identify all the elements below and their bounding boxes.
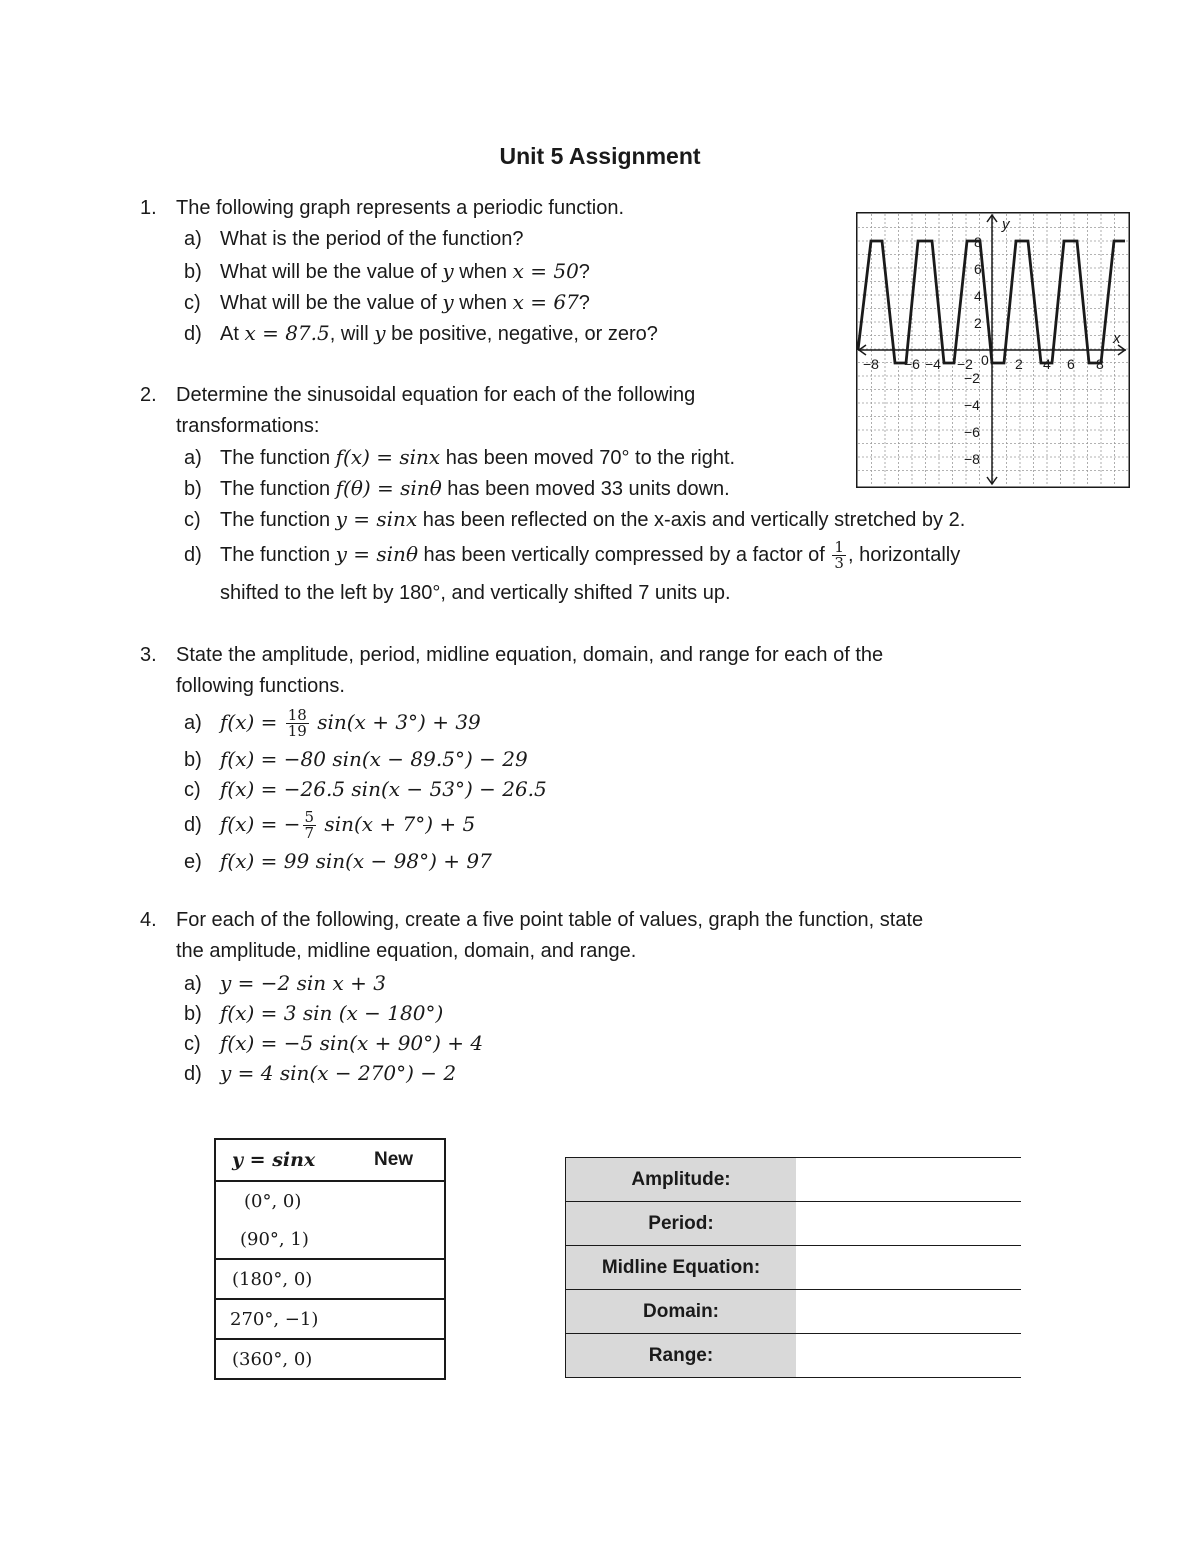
question-text: Determine the sinusoidal equation for each of the following <box>176 384 696 406</box>
item-text: , horizontally <box>847 543 961 566</box>
math-equation: f(x) = sinx <box>335 445 441 469</box>
item-letter: a) <box>184 228 202 250</box>
question-2c <box>184 506 965 533</box>
question-3e <box>184 848 492 875</box>
question-2d-line2: shifted to the left by 180°, and vertically shifted 7 units up. <box>220 582 731 604</box>
question-2b <box>184 475 730 502</box>
math-variable: y <box>374 321 386 345</box>
x-tick-label: −6 <box>904 356 920 372</box>
table-cell: (0°, 0) <box>215 1181 445 1220</box>
question-4d <box>184 1060 456 1087</box>
table-cell: (180°, 0) <box>215 1259 445 1299</box>
item-text: What is the period of the function? <box>220 228 524 250</box>
page-title: Unit 5 Assignment <box>499 143 701 169</box>
x-tick-label: 0 <box>981 352 989 368</box>
item-text: , will <box>329 323 375 345</box>
table-cell: (90°, 1) <box>215 1220 445 1259</box>
table-cell: 270°, −1) <box>215 1299 445 1339</box>
item-text: What will be the value of <box>220 261 443 283</box>
properties-table <box>565 1157 1021 1378</box>
item-letter: b) <box>184 261 202 283</box>
x-axis-label: x <box>1113 330 1121 347</box>
math-equation: y = 4 sin(x − 270°) − 2 <box>220 1061 457 1085</box>
question-4a <box>184 970 386 997</box>
item-text: The function <box>220 509 336 531</box>
item-letter: b) <box>184 1003 202 1025</box>
item-letter: c) <box>184 509 201 531</box>
item-text: ? <box>578 292 590 314</box>
item-text: has been moved 70° to the right. <box>440 447 736 469</box>
table-row <box>215 1299 445 1339</box>
question-2-text-line2: transformations: <box>176 415 320 437</box>
y-tick-label: −6 <box>964 424 980 440</box>
table-row <box>215 1220 445 1259</box>
table-row <box>215 1339 445 1379</box>
item-letter: c) <box>184 779 201 801</box>
domain-answer-field[interactable] <box>796 1290 1021 1334</box>
math-equation: f(x) = 99 sin(x − 98°) + 97 <box>220 849 492 873</box>
item-text: has been reflected on the x-axis and vertically stretched by 2. <box>417 509 966 531</box>
y-tick-label: −4 <box>964 397 980 413</box>
y-tick-label: 8 <box>974 234 982 250</box>
math-equation: x = 50 <box>512 259 579 283</box>
question-number: 3. <box>140 644 157 666</box>
math-equation: f(x) = −5 sin(x + 90°) + 4 <box>220 1031 484 1055</box>
question-4-text-line2: the amplitude, midline equation, domain, and range. <box>176 940 637 962</box>
item-text: ? <box>578 261 590 283</box>
question-2d <box>184 540 960 571</box>
question-1 <box>140 195 624 221</box>
math-equation: x = 67 <box>512 290 579 314</box>
x-tick-label: −2 <box>957 356 973 372</box>
table-header-row <box>215 1139 445 1181</box>
table-row <box>566 1290 1022 1334</box>
item-letter: a) <box>184 447 202 469</box>
period-label: Period: <box>566 1202 797 1246</box>
question-3b <box>184 746 528 773</box>
x-tick-label: −8 <box>863 356 879 372</box>
x-tick-label: 2 <box>1015 356 1023 372</box>
item-letter: b) <box>184 478 202 500</box>
item-text: The function <box>220 447 336 469</box>
math-equation: f(x) = − <box>220 811 301 836</box>
fraction: $\frac{1}{3}$ <box>834 538 844 572</box>
range-answer-field[interactable] <box>796 1334 1021 1378</box>
math-equation: y = sinθ <box>335 541 418 566</box>
question-text: State the amplitude, period, midline equation, domain, and range for each of the <box>176 644 884 666</box>
period-answer-field[interactable] <box>796 1202 1021 1246</box>
item-letter: c) <box>184 292 201 314</box>
item-text: The function <box>220 478 336 500</box>
question-4c <box>184 1030 483 1057</box>
range-label: Range: <box>566 1334 797 1378</box>
question-4 <box>140 907 923 933</box>
table-row <box>566 1202 1022 1246</box>
table-row <box>566 1334 1022 1378</box>
item-letter: a) <box>184 973 202 995</box>
math-equation: sin(x + 7°) + 5 <box>318 811 476 836</box>
table-row <box>566 1158 1022 1202</box>
y-tick-label: 2 <box>974 315 982 331</box>
item-text: What will be the value of <box>220 292 443 314</box>
question-1a <box>184 226 524 252</box>
fraction: $\frac{5}{7}$ <box>304 808 315 842</box>
item-text: when <box>453 292 513 314</box>
question-number: 4. <box>140 909 157 931</box>
table-row <box>566 1246 1022 1290</box>
question-3d <box>184 810 475 841</box>
item-letter: a) <box>184 711 202 734</box>
item-letter: e) <box>184 851 202 873</box>
fraction: $\frac{18}{19}$ <box>287 706 307 740</box>
question-number: 1. <box>140 197 157 219</box>
item-letter: d) <box>184 1063 202 1085</box>
math-equation: f(x) = 3 sin (x − 180°) <box>220 1001 444 1025</box>
item-letter: d) <box>184 813 202 836</box>
question-3a <box>184 708 481 739</box>
table-row <box>215 1259 445 1299</box>
math-equation: f(θ) = sinθ <box>335 476 442 500</box>
question-3-text-line2: following functions. <box>176 675 345 697</box>
midline-equation-label: Midline Equation: <box>566 1246 797 1290</box>
x-tick-label: −4 <box>925 356 941 372</box>
y-axis-label: y <box>1002 216 1010 233</box>
item-letter: d) <box>184 323 202 345</box>
math-equation: f(x) = −26.5 sin(x − 53°) − 26.5 <box>220 777 547 801</box>
question-3c <box>184 776 547 803</box>
table-cell: (360°, 0) <box>215 1339 445 1379</box>
item-letter: b) <box>184 749 202 771</box>
question-text: For each of the following, create a five point table of values, graph the function, state <box>176 909 924 931</box>
question-1c <box>184 289 590 316</box>
item-text: The function <box>220 543 336 566</box>
item-text: At <box>220 323 245 345</box>
x-tick-label: 6 <box>1067 356 1075 372</box>
math-equation: f(x) = <box>220 709 284 734</box>
y-tick-label: −2 <box>964 370 980 386</box>
math-equation: x = 87.5 <box>244 321 330 345</box>
x-tick-label: 4 <box>1043 356 1051 372</box>
math-equation: y = −2 sin x + 3 <box>220 971 386 995</box>
amplitude-answer-field[interactable] <box>796 1158 1021 1202</box>
item-letter: c) <box>184 1033 201 1055</box>
item-text: has been moved 33 units down. <box>441 478 730 500</box>
column-header-new: New <box>373 1139 445 1181</box>
y-tick-label: 4 <box>974 288 982 304</box>
question-3 <box>140 642 883 668</box>
math-equation: sin(x + 3°) + 39 <box>310 709 481 734</box>
y-tick-label: −8 <box>964 451 980 467</box>
question-1b <box>184 258 590 285</box>
item-text: when <box>453 261 513 283</box>
math-equation: y = sinx <box>335 507 418 531</box>
amplitude-label: Amplitude: <box>566 1158 797 1202</box>
question-4b <box>184 1000 443 1027</box>
question-2 <box>140 382 695 408</box>
midline-equation-answer-field[interactable] <box>796 1246 1021 1290</box>
item-text: be positive, negative, or zero? <box>385 323 658 345</box>
domain-label: Domain: <box>566 1290 797 1334</box>
question-1d <box>184 320 658 347</box>
x-tick-label: 8 <box>1096 356 1104 372</box>
question-number: 2. <box>140 384 157 406</box>
column-header-original: y = sinx <box>215 1139 373 1181</box>
question-2a <box>184 444 735 471</box>
question-text: The following graph represents a periodic function. <box>176 197 625 219</box>
math-variable: y <box>442 290 454 314</box>
y-tick-label: 6 <box>974 261 982 277</box>
math-equation: f(x) = −80 sin(x − 89.5°) − 29 <box>220 747 528 771</box>
periodic-function-graph <box>856 212 1130 488</box>
item-text: has been vertically compressed by a factor of <box>417 543 831 566</box>
table-row <box>215 1181 445 1220</box>
item-letter: d) <box>184 543 202 566</box>
math-variable: y <box>442 259 454 283</box>
table-of-values <box>214 1138 446 1380</box>
